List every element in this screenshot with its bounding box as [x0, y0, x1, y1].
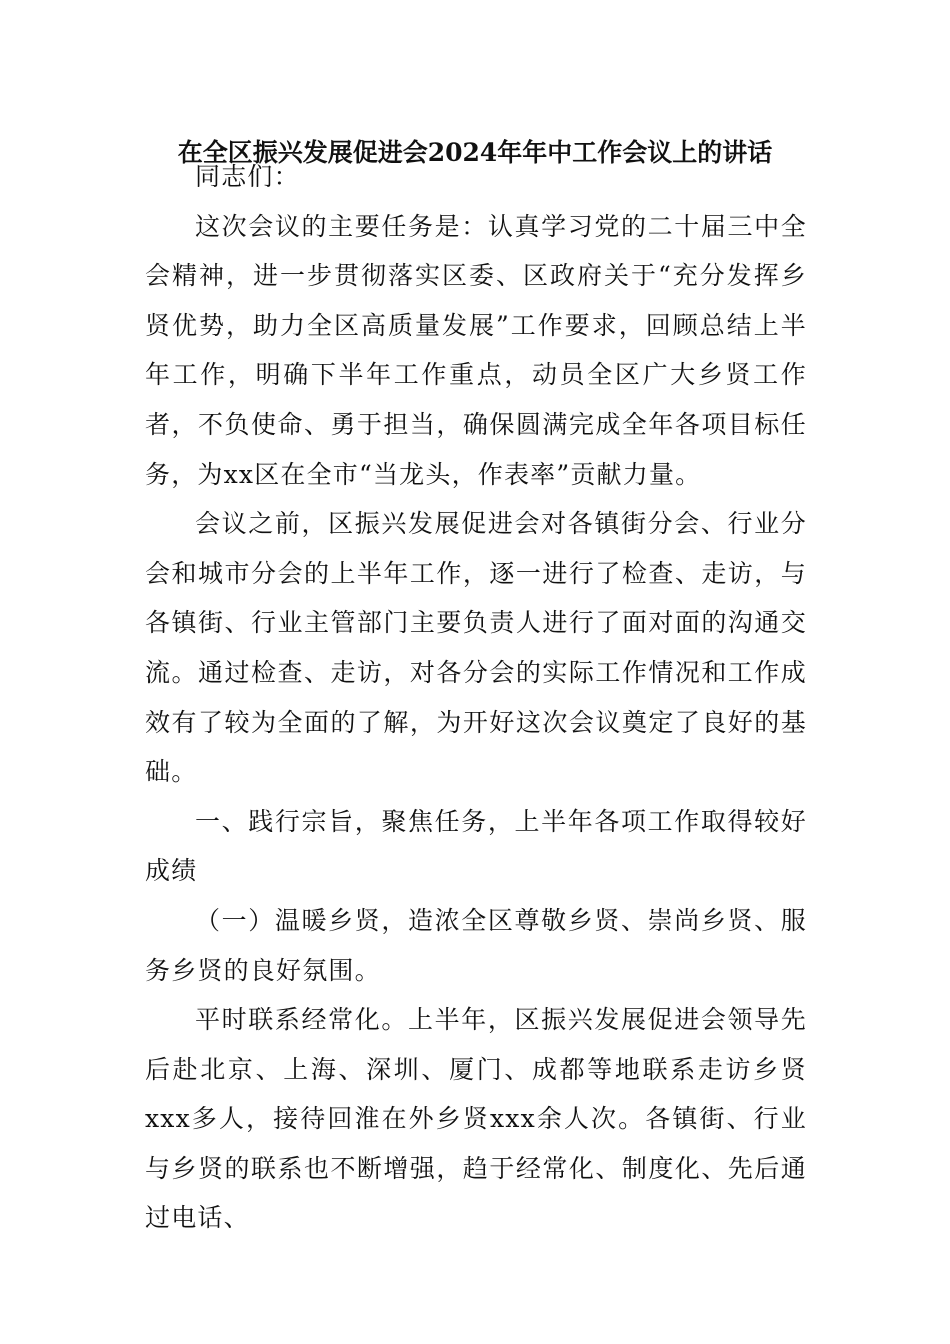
paragraph: 平时联系经常化。上半年，区振兴发展促进会领导先后赴北京、上海、深圳、厦门、成都等地联系走访乡贤xxx多人，接待回淮在外乡贤xxx余人次。各镇街、行业与乡贤的联系也不断增强，趋于经常化、制度化、先后通过电话、 [145, 1005, 807, 1233]
subsection-heading: （一）温暖乡贤，造浓全区尊敬乡贤、崇尚乡贤、服务乡贤的良好氛围。 [145, 905, 807, 985]
document-body [145, 152, 807, 1243]
paragraph: 这次会议的主要任务是：认真学习党的二十届三中全会精神，进一步贯彻落实区委、区政府关于“充分发挥乡贤优势，助力全区高质量发展”工作要求，回顾总结上半年工作，明确下半年工作重点，动员全区广大乡贤工作者，不负使命、勇于担当，确保圆满完成全年各项目标任务，为xx区在全市“当龙头，作表率”贡献力量。 [145, 211, 807, 489]
paragraph: 会议之前，区振兴发展促进会对各镇街分会、行业分会和城市分会的上半年工作，逐一进行了检查、走访，与各镇街、行业主管部门主要负责人进行了面对面的沟通交流。通过检查、走访，对各分会的实际工作情况和工作成效有了较为全面的了解，为开好这次会议奠定了良好的基础。 [145, 509, 807, 787]
section-heading: 一、践行宗旨，聚焦任务，上半年各项工作取得较好成绩 [145, 806, 807, 886]
salutation: 同志们： [195, 162, 300, 191]
document-title: 在全区振兴发展促进会2024年年中工作会议上的讲话 [177, 138, 773, 167]
